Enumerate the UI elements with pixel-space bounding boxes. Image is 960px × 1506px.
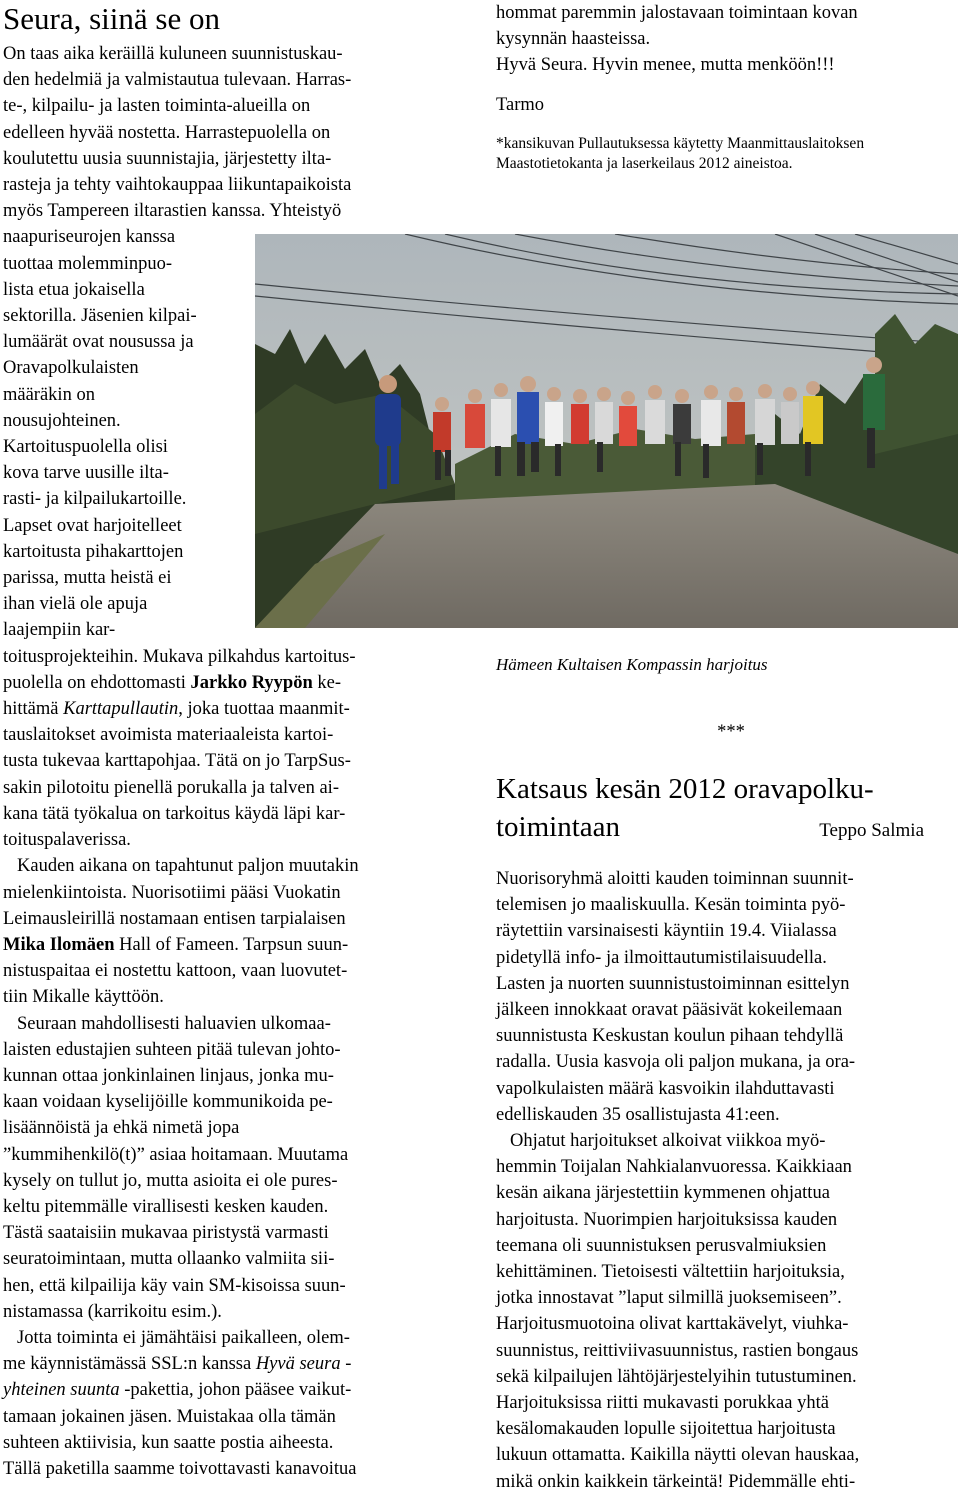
article-title: Seura, siinä se on bbox=[3, 1, 220, 36]
software-name-italic: Karttapullautin bbox=[63, 699, 179, 720]
signature: Tarmo bbox=[496, 95, 545, 115]
footnote: *kansikuvan Pullautuksessa käytetty Maanmittauslaitoksen Maastotietokanta ja laserkeilaus 2012 aineistoa. bbox=[496, 135, 865, 173]
left-column bbox=[3, 0, 443, 1482]
mapping-paragraph: Kartoituspuolella olisi kova tarve uusille ilta- rasti- ja kilpailukartoille. Lapset ovat harjoitelleet kartoitusta pihakarttojen parissa, mutta heistä ei ihan vielä ole apuja laajempiin kar- toitusprojekteihin. Mukava pilkahdus kartoitus- puolella on ehdottomasti Jarkko Ryypön ke- hittämä Karttapullautin, joka tuottaa maanmit- tauslaitokset avoimista materiaaleista kartoi- tusta tukevaa karttapohjaa. Tätä on jo TarpSus- sakin pilotoitu pienellä porukalla ja talven ai- kana tätä työkalua on tarkoitus käydä läpi kar- toituspalaverissa. bbox=[3, 437, 356, 851]
right-column bbox=[496, 0, 952, 1492]
person-name-bold: Mika Ilomäen bbox=[3, 934, 115, 955]
continued-text: hommat paremmin jalostavaan toimintaan kovan kysynnän haasteissa. Hyvä Seura. Hyvin menee, mutta menköön!!! bbox=[496, 3, 858, 75]
good-club-paragraph: Jotta toiminta ei jämähtäisi paikalleen, olem- me käynnistämässä SSL:n kanssa Hyvä seura - yhteinen suunta -pakettia, johon pääsee vaikut- tamaan jokainen jäsen. Muistakaa olla tämän suhteen aktiivisia, kun saatte postia aiheesta. Tällä paketilla saamme toivottavasti kanavoitua bbox=[3, 1327, 357, 1479]
foreign-members-paragraph: Seuraan mahdollisesti haluavien ulkomaa- laisten edustajien suhteen pitää tulevan johto- kunnan ottaa jonkinlainen linjaus, jonka mu- kaan voidaan kyselijöille kommunikoida pe- lisäännöistä ja ehkä nimetä jopa ”kummihenkilö(t)” asiaa hoitamaan. Muutama kysely on tullut jo, mutta asioita ei ole pures- keltu pitemmälle virallisesti kesken kauden. Tästä saataisiin mukavaa piristystä varmasti seuratoimintaan, mutta ollaanko valmiita sii- hen, että kilpailija käy vain SM-kisoissa suun- nistamassa (karrikoitu esim.). bbox=[3, 1013, 349, 1322]
photo-caption: Hämeen Kultaisen Kompassin harjoitus bbox=[496, 655, 768, 674]
orienteering-start-photo bbox=[255, 234, 958, 628]
section-separator: *** bbox=[717, 722, 745, 742]
article-2-paragraph-2: Ohjatut harjoitukset alkoivat viikkoa myö- hemmin Toijalan Nahkialanvuoressa. Kaikkiaan kesän aikana järjestettiin kymmenen ohjattua harjoitusta. Nuorimpien harjoituksissa kauden teemana oli suunnistuksen perusvalmiuksien kehittäminen. Tietoisesti vältettiin harjoituksia, jotka innostavat ”laput silmillä juoksemiseen”. Harjoitusmuotoina olivat karttakävelyt, viuhka- suunnistus, reittiviivasuunnistus, rastien bongaus sekä kilpailujen lähtöjärjestelyihin tutustuminen. Harjoituksissa riitti mukavasti porukkaa yhtä kesälomakauden lopulle sijoitettua harjoitusta lukuun ottamatta. Kaikilla näytti olevan hauskaa, mikä onkin kaikkein tärkeintä! Pidemmälle ehti- bbox=[496, 1131, 860, 1492]
person-name-bold: Jarkko Ryypön bbox=[190, 672, 313, 693]
article-2-title: Katsaus kesän 2012 oravapolku- toimintaan Teppo Salmia bbox=[496, 773, 924, 843]
article-2-paragraph-1: Nuorisoryhmä aloitti kauden toiminnan suunnit- telemisen jo maaliskuulla. Kesän toiminta pyö- räytettiin varsinaisesti käyntiin 19.4. Viialassa pidetyllä info- ja ilmoittautumistilaisuudella. Lasten ja nuorten suunnistustoiminnan esittelyn jälkeen innokkaat oravat pääsivät kokeilemaan suunnistusta Keskustan koulun pihaan tehdyllä radalla. Uusia kasvoja oli paljon mukana, ja ora- vapolkulaisten määrä kasvoikin ilahduttavasti edelliskauden 35 osallistujasta 41:een. bbox=[496, 869, 856, 1125]
intro-paragraph: On taas aika keräillä kuluneen suunnistuskau- den hedelmiä ja valmistautua tulevaan. Harras- te-, kilpailu- ja lasten toiminta-alueilla on edelleen hyvää nostetta. Harrastepuolella on koulutettu uusia suunnistajia, järjestetty ilta- rasteja ja tehty vaihtokauppaa liikuntapaikoista myös Tampereen iltarastien kanssa. Yhteistyö naapuriseurojen kanssa tuottaa molemminpuo- lista etua jokaisella sektorilla. Jäsenien kilpai- lumäärät ovat nousussa ja Oravapolkulaisten määräkin on nousujohteinen. bbox=[3, 44, 352, 431]
author-name: Teppo Salmia bbox=[819, 820, 924, 841]
season-paragraph: Kauden aikana on tapahtunut paljon muutakin mielenkiintoista. Nuorisotiimi pääsi Vuokatin Leimausleirillä nostamaan entisen tarpialaisen Mika Ilomäen Hall of Fameen. Tarpsun suun- nistuspaitaa ei nostettu kattoon, vaan luovutet- tiin Mikalle käyttöön. bbox=[3, 856, 359, 1008]
